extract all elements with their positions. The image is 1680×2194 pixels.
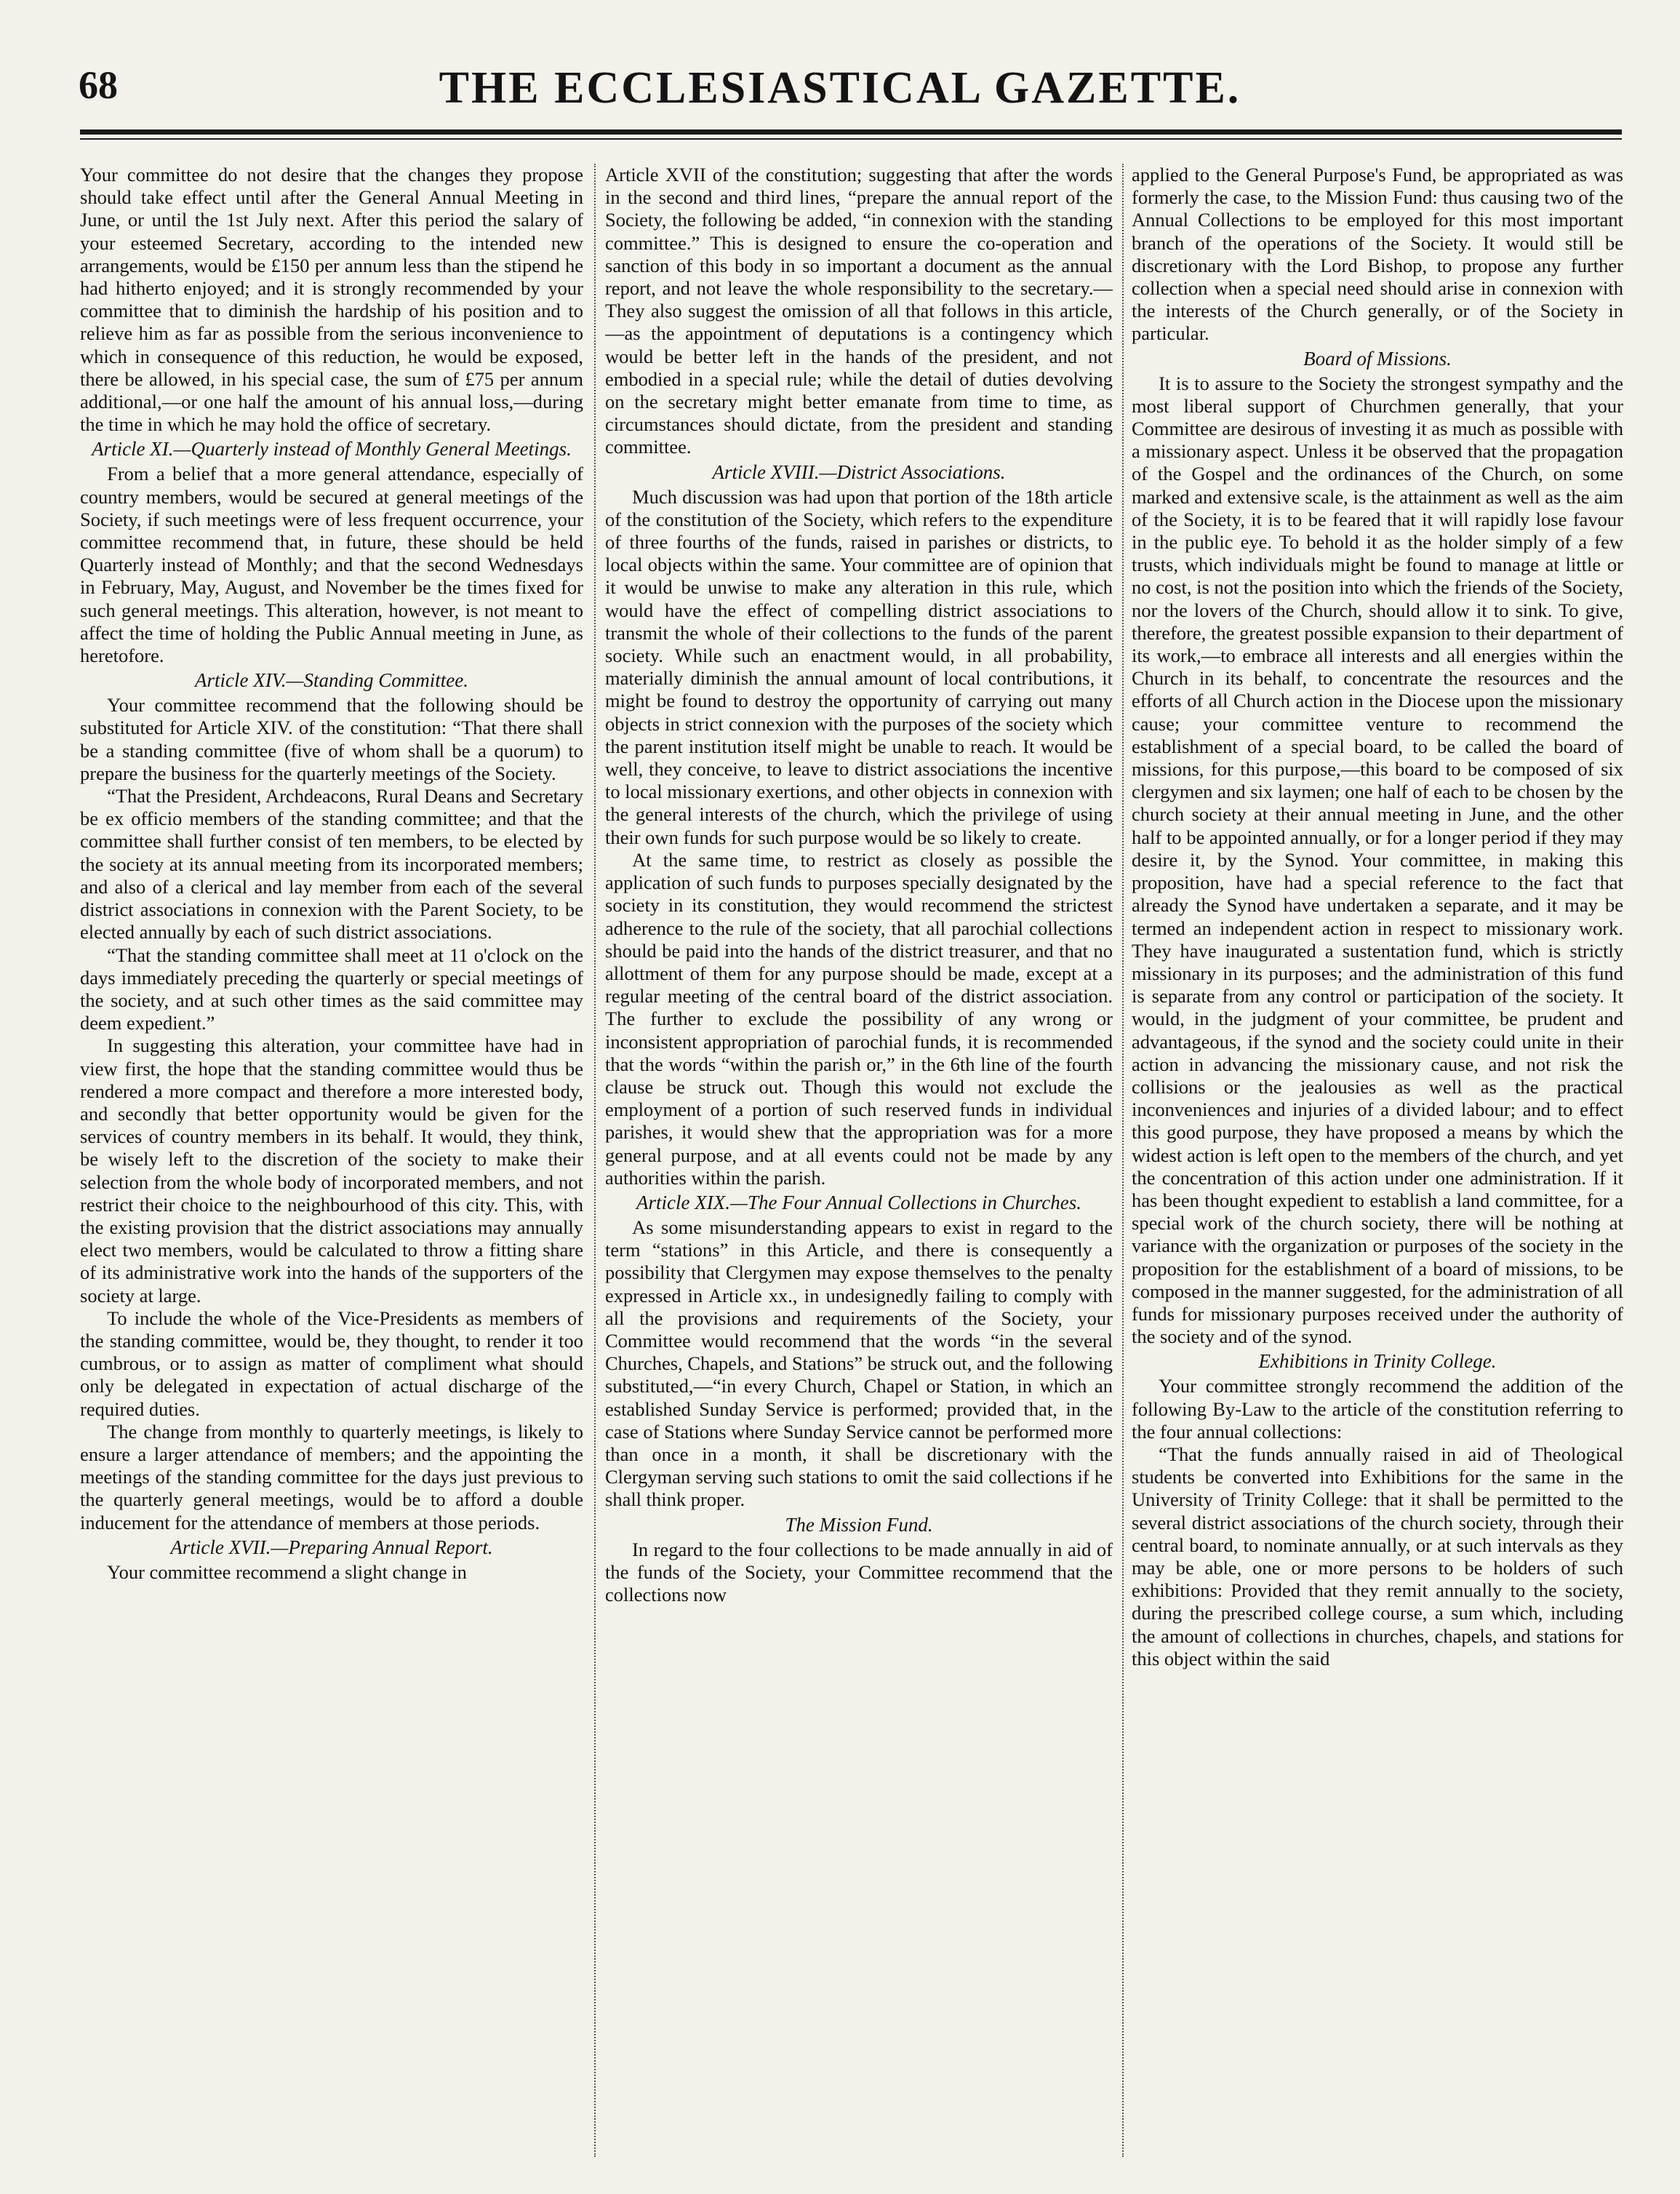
paragraph: It is to assure to the Society the strongest sympathy and the most liberal support of Churchmen generally, that your Committee are desirous of investing it as much as possible with a missionary aspect. Unless it be observed that the propagation of the Gospel and the ordinances of the Church, on some marked and extensive scale, is the attainment as well as the aim of the Society, it is to be feared that it will rapidly lose favour in the public eye. To behold it as the holder simply of a few trusts, which individuals might be found to manage at little or no cost, is not the position into which the friends of the Society, nor the lovers of the Church, should allow it to sink. To give, therefore, the greatest possible expansion to their department of its work,—to embrace all interests and all energies within the Church in its behalf, to concentrate the resources and the efforts of all Church action in the Diocese upon the missionary cause; your committee venture to recommend the establishment of a special board, to be called the board of missions, for this purpose,—this board to be composed of six clergymen and six laymen; one half of each to be chosen by the church society at their annual meeting in June, and the other half to be appointed annually, or for a longer period if they may desire it, by the Synod. Your committee, in making this proposition, have had a special reference to the fact that already the Synod have undertaken a separate, and it may be termed an independent action in respect to missionary work. They have inaugurated a sustentation fund, which is strictly missionary in its purposes; and the administration of this fund is separate from any control or participation of the society. It would, in the judgment of your committee, be prudent and advantageous, if the synod and the society could unite in their action in advancing the missionary cause, and not risk the collisions or the jealousies as well as the practical inconveniences and injuries of a divided labour; and to effect this good purpose, they have proposed a means by which the widest action is left open to the members of the church, and yet the concentration of this action under one administration. If it has been thought expedient to establish a land committee, for a special work of the church society, there will be nothing at variance with the organization or purposes of the society in the proposition for the establishment of a board of missions, to be composed in the manner suggested, for the administration of all funds for missionary purposes received under the authority of the society and of the synod. [1132, 372, 1623, 1348]
article-heading: The Mission Fund. [785, 1513, 933, 1536]
paragraph: In regard to the four collections to be made annually in aid of the funds of the Society, your Committee recommend that the collections now [605, 1538, 1113, 1605]
paragraph: Your committee recommend a slight change in [107, 1560, 467, 1583]
article-heading: Board of Missions. [1303, 347, 1452, 370]
column-1 [80, 164, 583, 2157]
paragraph: Your committee do not desire that the changes they propose should take effect until after the General Annual Meeting in June, or until the 1st July next. After this period the salary of your esteemed Secretary, according to the intended new arrangements, would be £150 per annum less than the stipend he had hitherto enjoyed; and it is strongly recommended by your committee that to diminish the hardship of his position and to relieve him as far as possible from the serious inconvenience to which in consequence of this reduction, he would be exposed, there be allowed, in his special case, the sum of £75 per annum additional,—or one half the amount of his annual loss,—during the time in which he may hold the office of secretary. [80, 164, 583, 436]
page-number: 68 [79, 63, 118, 107]
page-header [0, 65, 1680, 131]
article-heading: Article XVIII.—District Associations. [712, 460, 1006, 483]
article-heading: Article XI.—Quarterly instead of Monthly General Meetings. [92, 438, 572, 460]
article-heading: Article XVII.—Preparing Annual Report. [170, 1536, 493, 1558]
article-heading: Article XIX.—The Four Annual Collections in Churches. [636, 1191, 1081, 1213]
header-rule-thin [80, 138, 1622, 140]
paragraph: “That the funds annually raised in aid of Theological students be converted into Exhibitions for the same in the University of Trinity College: that it shall be permitted to the several district associations of the church society, through their central board, to nominate annually, or at such intervals as they may be able, one or more persons to be holders of such exhibitions: Provided that they remit annually to the society, during the prescribed college course, a sum which, including the amount of collections in churches, chapels, and stations for this object within the said [1132, 1443, 1623, 1670]
article-heading: Article XIV.—Standing Committee. [195, 669, 468, 692]
paragraph: Your committee strongly recommend the addition of the following By-Law to the article of the constitution referring to the four annual collections: [1132, 1375, 1623, 1443]
paragraph: “That the standing committee shall meet at 11 o'clock on the days immediately preceding the quarterly or special meetings of the society, and at such other times as the said committee may deem expedient.” [80, 944, 583, 1034]
paragraph: From a belief that a more general attendance, especially of country members, would be secured at general meetings of the Society, if such meetings were of less frequent occurrence, your committee recommend that, in future, these should be held Quarterly instead of Monthly; and that the second Wednesdays in February, May, August, and November be the times fixed for such general meetings. This alteration, however, is not meant to affect the time of holding the Public Annual meeting in June, as heretofore. [80, 463, 583, 667]
masthead-title: THE ECCLESIASTICAL GAZETTE. [439, 63, 1241, 113]
column-2 [605, 164, 1113, 2157]
paragraph: “That the President, Archdeacons, Rural Deans and Secretary be ex officio members of the standing committee; and that the committee shall further consist of ten members, to be elected by the society at its annual meeting from its incorporated members; and also of a clerical and lay member from each of the several district associations in connexion with the Parent Society, to be elected annually by each of such district associations. [80, 785, 583, 944]
paragraph: In suggesting this alteration, your committee have had in view first, the hope that the standing committee would thus be rendered a more compact and therefore a more interested body, and secondly that better opportunity would be given for the services of country members in its behalf. It would, they think, be wisely left to the discretion of the society to make their selection from the whole body of incorporated members, and not restrict their choice to the neighbourhood of this city. This, with the existing provision that the district associations may annually elect two members, would be calculated to throw a fitting share of its administrative work into the hands of the supporters of the society at large. [80, 1034, 583, 1307]
paragraph: applied to the General Purpose's Fund, be appropriated as was formerly the case, to the Mission Fund: thus causing two of the Annual Collections to be employed for this most important branch of the operations of the Society. It would still be discretionary with the Lord Bishop, to propose any further collection when a special need should arise in connexion with the interests of the Church generally, or of the Society in particular. [1132, 164, 1623, 345]
paragraph: Much discussion was had upon that portion of the 18th article of the constitution of the Society, which refers to the expenditure of three fourths of the funds, raised in parishes or districts, to local objects within the same. Your committee are of opinion that it would be unwise to make any alteration in this rule, which would have the effect of compelling district associations to transmit the whole of their collections to the funds of the parent society. While such an enactment would, in all probability, materially diminish the annual amount of local contributions, it might be found to destroy the opportunity of carrying out many objects in strict connexion with the purposes of the society which the parent institution itself might be unable to reach. It would be well, they conceive, to leave to district associations the incentive to local missionary exertions, and other objects in connexion with the general interests of the church, which the privilege of using their own funds for such purpose would be so likely to create. [605, 485, 1113, 848]
paragraph: To include the whole of the Vice-Presidents as members of the standing committee, would be, they thought, to render it too cumbrous, or to assign as matter of compliment what should only be delegated in expectation of actual discharge of the required duties. [80, 1307, 583, 1420]
article-heading: Exhibitions in Trinity College. [1258, 1350, 1497, 1373]
paragraph: The change from monthly to quarterly meetings, is likely to ensure a larger attendance of members; and the appointing the meetings of the standing committee for the days just previous to the quarterly general meetings, would be to afford a double inducement for the attendance of members at those periods. [80, 1420, 583, 1533]
paragraph: At the same time, to restrict as closely as possible the application of such funds to purposes specially designated by the society in its constitution, they would recommend the strictest adherence to the rule of the society, that all parochial collections should be paid into the hands of the district treasurer, and that no allottment of them for any purpose should be made, except at a regular meeting of the central board of the district association. The further to exclude the possibility of any wrong or inconsistent appropriation of parochial funds, it is recommended that the words “within the parish or,” in the 6th line of the fourth clause be struck out. Though this would not exclude the employment of a portion of such reserved funds in individual parishes, it would shew that the appropriation was for a more general purpose, and at all events could not be made by any authorities within the parish. [605, 848, 1113, 1189]
column-3 [1132, 164, 1623, 2157]
header-rule-thick [80, 129, 1622, 135]
column-divider-2 [1122, 164, 1124, 2157]
paragraph: As some misunderstanding appears to exist in regard to the term “stations” in this Article, and there is consequently a possibility that Clergymen may expose themselves to the penalty expressed in Article xx., in undesignedly failing to comply with all the provisions and requirements of the Society, your Committee would recommend that the words “in the several Churches, Chapels, and Stations” be struck out, and the following substituted,—“in every Church, Chapel or Station, in which an established Sunday Service is performed; provided that, in the case of Stations where Sunday Service cannot be performed more than once in a month, it shall be discretionary with the Clergyman serving such stations to omit the said collections if he shall think proper. [605, 1216, 1113, 1511]
column-divider-1 [594, 164, 596, 2157]
paragraph: Your committee recommend that the following should be substituted for Article XIV. of the constitution: “That there shall be a standing committee (five of whom shall be a quorum) to prepare the business for the quarterly meetings of the Society. [80, 694, 583, 784]
paragraph: Article XVII of the constitution; suggesting that after the words in the second and third lines, “prepare the annual report of the Society, the following be added, “in connexion with the standing committee.” This is designed to ensure the co-operation and sanction of this body in so important a document as the annual report, and not leave the whole responsibility to the secretary.— They also suggest the omission of all that follows in this article,—as the appointment of deputations is a contingency which would be better left in the hands of the president, and not embodied in a special rule; while the detail of duties devolving on the secretary might better emanate from time to time, as circumstances should dictate, from the president and standing committee. [605, 164, 1113, 458]
